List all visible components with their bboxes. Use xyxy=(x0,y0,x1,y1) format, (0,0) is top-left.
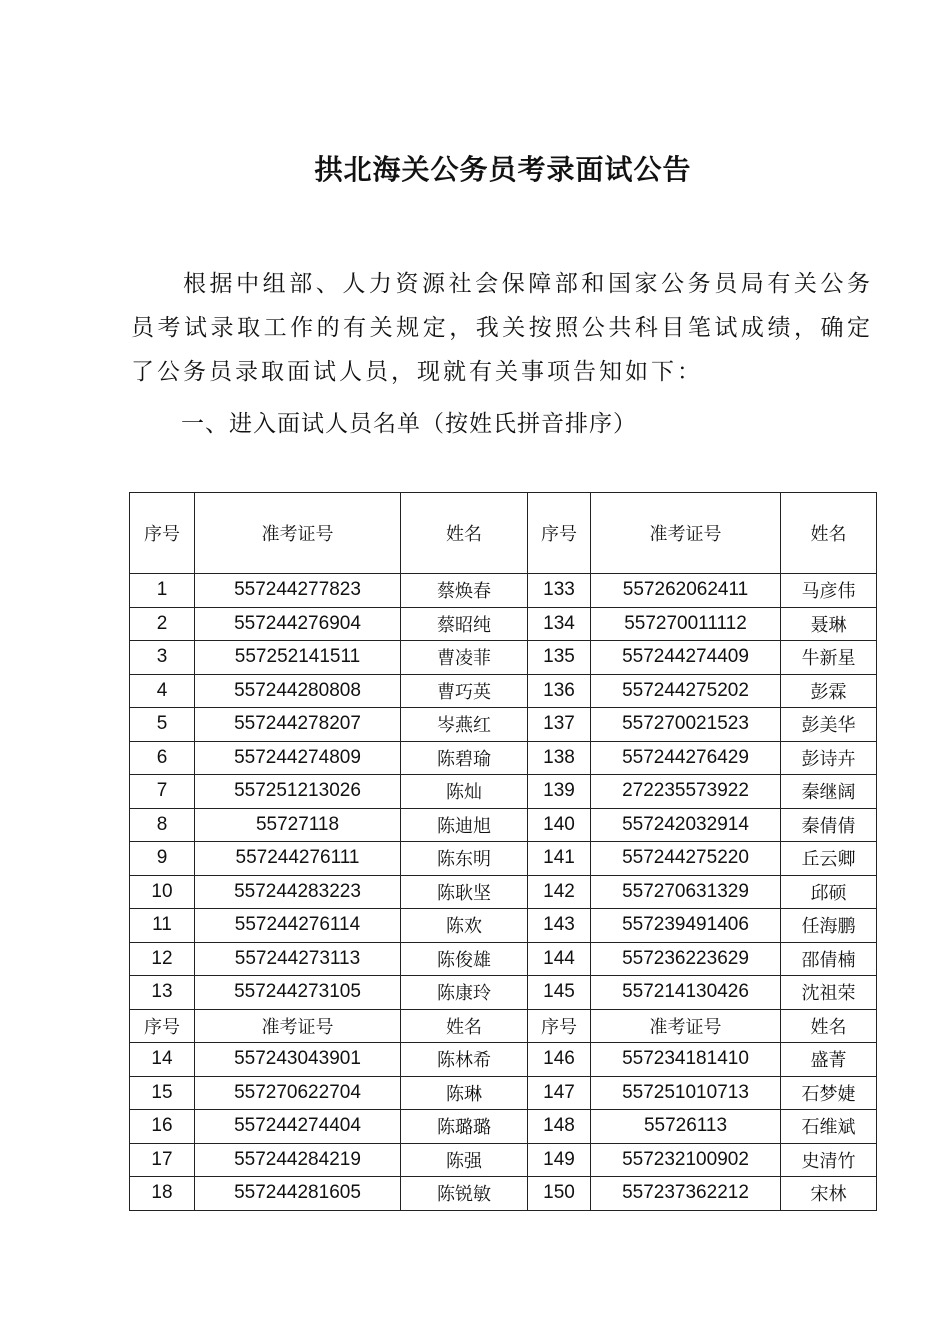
cell-name: 曹凌菲 xyxy=(401,641,528,675)
cell-name: 陈琳 xyxy=(401,1076,528,1110)
cell-exam-no: 557252141511 xyxy=(195,641,401,675)
cell-name: 沈祖荣 xyxy=(781,976,877,1010)
cell-name: 邱硕 xyxy=(781,875,877,909)
section-heading: 一、进入面试人员名单（按姓氏拼音排序） xyxy=(181,411,637,437)
cell-seq: 16 xyxy=(130,1110,195,1144)
cell-exam-no: 557270021523 xyxy=(591,708,781,742)
cell-exam-no: 557242032914 xyxy=(591,808,781,842)
cell-exam-no: 557234181410 xyxy=(591,1043,781,1077)
cell-seq: 135 xyxy=(528,641,591,675)
cell-exam-no: 557244274409 xyxy=(591,641,781,675)
cell-exam-no: 557244275220 xyxy=(591,842,781,876)
cell-name: 蔡焕春 xyxy=(401,574,528,608)
cell-seq: 143 xyxy=(528,909,591,943)
cell-exam-no: 55726113 xyxy=(591,1110,781,1144)
cell-exam-no: 557270631329 xyxy=(591,875,781,909)
header-name: 姓名 xyxy=(781,1009,877,1043)
cell-exam-no: 557244274809 xyxy=(195,741,401,775)
table-row xyxy=(130,741,877,775)
cell-name: 彭霖 xyxy=(781,674,877,708)
table-row xyxy=(130,708,877,742)
table-header-row xyxy=(130,493,877,574)
cell-name: 彭诗卉 xyxy=(781,741,877,775)
cell-seq: 147 xyxy=(528,1076,591,1110)
cell-seq: 5 xyxy=(130,708,195,742)
cell-seq: 137 xyxy=(528,708,591,742)
cell-exam-no: 557243043901 xyxy=(195,1043,401,1077)
cell-name: 陈耿坚 xyxy=(401,875,528,909)
cell-seq: 11 xyxy=(130,909,195,943)
cell-name: 陈林希 xyxy=(401,1043,528,1077)
cell-name: 牛新星 xyxy=(781,641,877,675)
cell-name: 石梦婕 xyxy=(781,1076,877,1110)
intro-paragraph: 根据中组部、人力资源社会保障部和国家公务员局有关公务员考试录取工作的有关规定，我关按照公共科目笔试成绩，确定了公务员录取面试人员，现就有关事项告知如下： xyxy=(131,271,873,385)
header-name: 姓名 xyxy=(401,1009,528,1043)
table-row xyxy=(130,842,877,876)
cell-seq: 6 xyxy=(130,741,195,775)
cell-exam-no: 557244284219 xyxy=(195,1143,401,1177)
cell-exam-no: 272235573922 xyxy=(591,775,781,809)
cell-exam-no: 557237362212 xyxy=(591,1177,781,1211)
cell-name: 陈东明 xyxy=(401,842,528,876)
page-title: 拱北海关公务员考录面试公告 xyxy=(314,153,692,186)
table-row xyxy=(130,574,877,608)
cell-name: 曹巧英 xyxy=(401,674,528,708)
cell-name: 秦继阔 xyxy=(781,775,877,809)
cell-exam-no: 557244276904 xyxy=(195,607,401,641)
table-row xyxy=(130,808,877,842)
cell-name: 彭美华 xyxy=(781,708,877,742)
cell-exam-no: 557244276429 xyxy=(591,741,781,775)
cell-exam-no: 557244273105 xyxy=(195,976,401,1010)
header-seq: 序号 xyxy=(130,1009,195,1043)
cell-exam-no: 557251010713 xyxy=(591,1076,781,1110)
cell-name: 岑燕红 xyxy=(401,708,528,742)
table-row xyxy=(130,1076,877,1110)
cell-seq: 1 xyxy=(130,574,195,608)
cell-seq: 133 xyxy=(528,574,591,608)
header-name: 姓名 xyxy=(781,493,877,574)
cell-seq: 140 xyxy=(528,808,591,842)
table-row xyxy=(130,875,877,909)
cell-name: 丘云卿 xyxy=(781,842,877,876)
cell-exam-no: 557232100902 xyxy=(591,1143,781,1177)
header-exam-no: 准考证号 xyxy=(195,1009,401,1043)
header-exam-no: 准考证号 xyxy=(591,1009,781,1043)
table-row xyxy=(130,1143,877,1177)
cell-name: 陈俊雄 xyxy=(401,942,528,976)
interview-roster-table xyxy=(129,492,877,1211)
cell-exam-no: 557244283223 xyxy=(195,875,401,909)
cell-name: 陈碧瑜 xyxy=(401,741,528,775)
cell-name: 石维斌 xyxy=(781,1110,877,1144)
cell-exam-no: 557236223629 xyxy=(591,942,781,976)
table-row xyxy=(130,607,877,641)
header-exam-no: 准考证号 xyxy=(591,493,781,574)
header-seq: 序号 xyxy=(528,493,591,574)
cell-name: 蔡昭纯 xyxy=(401,607,528,641)
table-row xyxy=(130,909,877,943)
cell-exam-no: 557244275202 xyxy=(591,674,781,708)
cell-name: 任海鹏 xyxy=(781,909,877,943)
cell-name: 陈锐敏 xyxy=(401,1177,528,1211)
cell-name: 盛菁 xyxy=(781,1043,877,1077)
cell-seq: 7 xyxy=(130,775,195,809)
cell-exam-no: 557270622704 xyxy=(195,1076,401,1110)
cell-seq: 14 xyxy=(130,1043,195,1077)
cell-name: 宋林 xyxy=(781,1177,877,1211)
cell-seq: 3 xyxy=(130,641,195,675)
cell-seq: 136 xyxy=(528,674,591,708)
cell-seq: 142 xyxy=(528,875,591,909)
header-exam-no: 准考证号 xyxy=(195,493,401,574)
header-seq: 序号 xyxy=(528,1009,591,1043)
cell-exam-no: 557244276114 xyxy=(195,909,401,943)
cell-seq: 17 xyxy=(130,1143,195,1177)
cell-exam-no: 557251213026 xyxy=(195,775,401,809)
cell-seq: 139 xyxy=(528,775,591,809)
cell-name: 陈康玲 xyxy=(401,976,528,1010)
cell-name: 史清竹 xyxy=(781,1143,877,1177)
cell-exam-no: 557244278207 xyxy=(195,708,401,742)
table-row xyxy=(130,775,877,809)
cell-seq: 8 xyxy=(130,808,195,842)
cell-exam-no: 557244277823 xyxy=(195,574,401,608)
header-name: 姓名 xyxy=(401,493,528,574)
cell-exam-no: 557244281605 xyxy=(195,1177,401,1211)
cell-exam-no: 557244273113 xyxy=(195,942,401,976)
table-row xyxy=(130,976,877,1010)
cell-seq: 18 xyxy=(130,1177,195,1211)
cell-seq: 13 xyxy=(130,976,195,1010)
cell-seq: 141 xyxy=(528,842,591,876)
table-row xyxy=(130,674,877,708)
cell-exam-no: 557244276111 xyxy=(195,842,401,876)
table-row xyxy=(130,1043,877,1077)
cell-exam-no: 557262062411 xyxy=(591,574,781,608)
cell-name: 邵倩楠 xyxy=(781,942,877,976)
table-row xyxy=(130,1110,877,1144)
table-row xyxy=(130,942,877,976)
cell-name: 陈迪旭 xyxy=(401,808,528,842)
cell-seq: 145 xyxy=(528,976,591,1010)
cell-seq: 9 xyxy=(130,842,195,876)
cell-seq: 149 xyxy=(528,1143,591,1177)
cell-seq: 4 xyxy=(130,674,195,708)
cell-seq: 10 xyxy=(130,875,195,909)
table-row xyxy=(130,1177,877,1211)
cell-seq: 138 xyxy=(528,741,591,775)
table-row xyxy=(130,641,877,675)
cell-seq: 15 xyxy=(130,1076,195,1110)
cell-exam-no: 557244280808 xyxy=(195,674,401,708)
cell-exam-no: 557270011112 xyxy=(591,607,781,641)
cell-name: 马彦伟 xyxy=(781,574,877,608)
cell-seq: 134 xyxy=(528,607,591,641)
cell-seq: 12 xyxy=(130,942,195,976)
cell-exam-no: 557244274404 xyxy=(195,1110,401,1144)
cell-name: 陈灿 xyxy=(401,775,528,809)
table-header-row-repeat xyxy=(130,1009,877,1043)
cell-name: 陈强 xyxy=(401,1143,528,1177)
cell-exam-no: 557239491406 xyxy=(591,909,781,943)
cell-name: 秦倩倩 xyxy=(781,808,877,842)
cell-seq: 144 xyxy=(528,942,591,976)
cell-name: 陈璐璐 xyxy=(401,1110,528,1144)
cell-exam-no: 557214130426 xyxy=(591,976,781,1010)
cell-name: 聂琳 xyxy=(781,607,877,641)
cell-seq: 2 xyxy=(130,607,195,641)
cell-seq: 148 xyxy=(528,1110,591,1144)
cell-seq: 146 xyxy=(528,1043,591,1077)
cell-exam-no: 55727118 xyxy=(195,808,401,842)
cell-seq: 150 xyxy=(528,1177,591,1211)
header-seq: 序号 xyxy=(130,493,195,574)
cell-name: 陈欢 xyxy=(401,909,528,943)
